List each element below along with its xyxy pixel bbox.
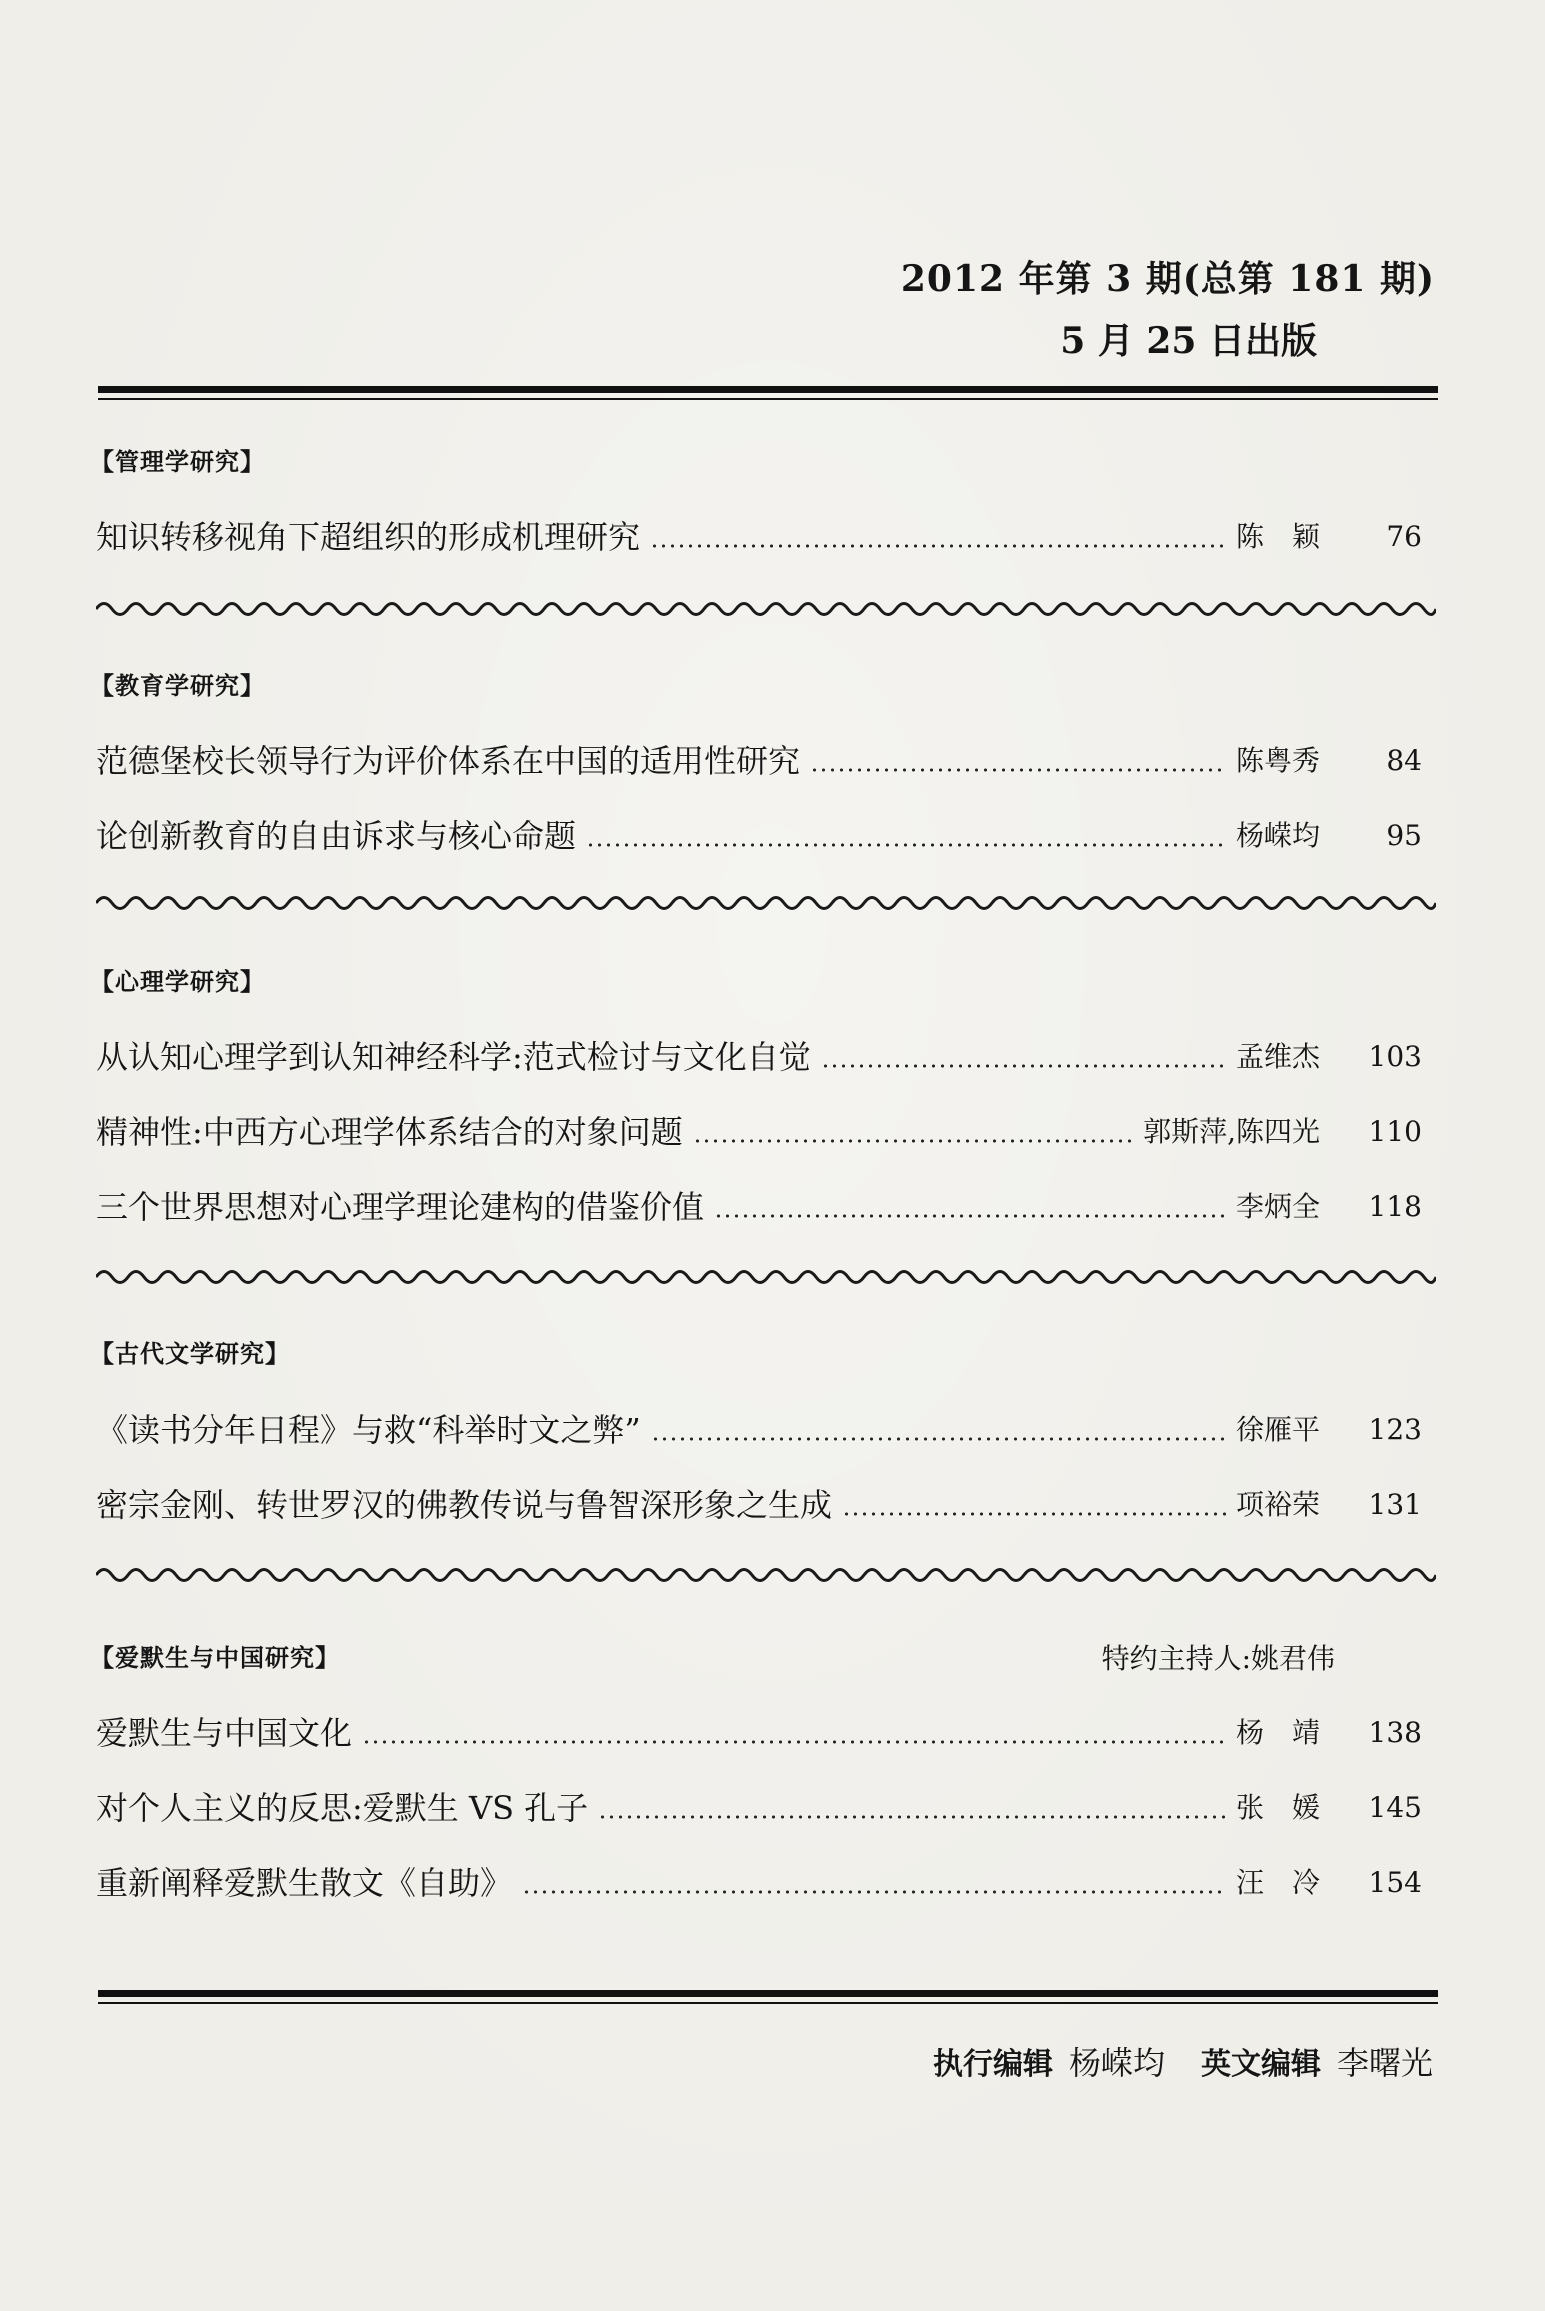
english-editor-label: 英文编辑 [1200, 2047, 1321, 2082]
leader-dots [650, 544, 1226, 548]
bottom-rule-thin [98, 2002, 1438, 2004]
entry-author: 陈粤秀 [1235, 744, 1320, 777]
publish-date: 5 月 25 日出版 [1060, 320, 1317, 362]
entry-author: 汪 冷 [1235, 1866, 1320, 1899]
toc-entry[interactable] [96, 813, 1422, 859]
entry-title: 三个世界思想对心理学理论建构的借鉴价值 [96, 1188, 705, 1226]
entry-page: 131 [1368, 1488, 1422, 1521]
entry-author: 李炳全 [1235, 1190, 1320, 1223]
issue-header [901, 255, 1435, 365]
entry-title: 对个人主义的反思:爱默生 VS 孔子 [96, 1789, 589, 1827]
entry-page: 84 [1386, 744, 1422, 777]
toc-entry[interactable] [96, 1710, 1422, 1756]
section-tag-education: 【教育学研究】 [90, 672, 265, 700]
leader-dots [598, 1815, 1226, 1819]
english-editor-name: 李曙光 [1336, 2044, 1433, 2082]
entry-author: 杨 靖 [1235, 1716, 1320, 1749]
ornamental-divider [96, 1564, 1436, 1586]
toc-entry[interactable] [96, 1407, 1422, 1453]
bottom-rule-thick [98, 1990, 1438, 1997]
entry-page: 76 [1386, 520, 1422, 553]
toc-entry[interactable] [96, 1860, 1422, 1906]
toc-entry[interactable] [96, 1482, 1422, 1528]
toc-entry[interactable] [96, 1184, 1422, 1230]
section-tag-emerson: 【爱默生与中国研究】 [90, 1644, 340, 1672]
entry-title: 从认知心理学到认知神经科学:范式检讨与文化自觉 [96, 1038, 811, 1076]
entry-page: 138 [1368, 1716, 1422, 1749]
leader-dots [522, 1890, 1226, 1894]
entry-page: 123 [1368, 1413, 1422, 1446]
entry-title: 知识转移视角下超组织的形成机理研究 [96, 518, 641, 556]
entry-author: 项裕荣 [1235, 1488, 1320, 1521]
toc-entry[interactable] [96, 514, 1422, 560]
entry-author: 孟维杰 [1235, 1040, 1320, 1073]
toc-entry[interactable] [96, 1109, 1422, 1155]
entry-page: 110 [1368, 1115, 1422, 1148]
ornamental-divider [96, 598, 1436, 620]
entry-author: 郭斯萍,陈四光 [1143, 1115, 1320, 1148]
ornamental-divider [96, 1266, 1436, 1288]
entry-page: 145 [1368, 1791, 1422, 1824]
entry-title: 爱默生与中国文化 [96, 1714, 353, 1752]
exec-editor-name: 杨嵘均 [1068, 2044, 1165, 2082]
ornamental-divider [96, 892, 1436, 914]
entry-author: 徐雁平 [1235, 1413, 1320, 1446]
top-rule-thick [98, 386, 1438, 393]
entry-author: 杨嵘均 [1235, 819, 1320, 852]
entry-author: 陈 颖 [1235, 520, 1320, 553]
entry-author: 张 媛 [1235, 1791, 1320, 1824]
leader-dots [810, 768, 1226, 772]
top-rule-thin [98, 398, 1438, 400]
leader-dots [714, 1214, 1226, 1218]
entry-title: 密宗金刚、转世罗汉的佛教传说与鲁智深形象之生成 [96, 1486, 833, 1524]
entry-title: 精神性:中西方心理学体系结合的对象问题 [96, 1113, 683, 1151]
section-tag-psychology: 【心理学研究】 [90, 968, 265, 996]
entry-page: 118 [1368, 1190, 1422, 1223]
toc-entry[interactable] [96, 1785, 1422, 1831]
guest-host-note: 特约主持人:姚君伟 [1101, 1642, 1335, 1675]
entry-title: 重新阐释爱默生散文《自助》 [96, 1864, 513, 1902]
entry-page: 154 [1368, 1866, 1422, 1899]
leader-dots [362, 1740, 1226, 1744]
exec-editor-label: 执行编辑 [932, 2047, 1053, 2082]
leader-dots [821, 1064, 1226, 1068]
toc-entry[interactable] [96, 1034, 1422, 1080]
entry-title: 论创新教育的自由诉求与核心命题 [96, 817, 577, 855]
section-tag-ancient-literature: 【古代文学研究】 [90, 1340, 290, 1368]
leader-dots [842, 1512, 1226, 1516]
entry-page: 103 [1368, 1040, 1422, 1073]
leader-dots [586, 843, 1226, 847]
entry-page: 95 [1386, 819, 1422, 852]
section-tag-management: 【管理学研究】 [90, 448, 265, 476]
entry-title: 《读书分年日程》与救“科举时文之弊” [96, 1411, 641, 1449]
editors-footer [933, 2038, 1433, 2084]
issue-number: 2012 年第 3 期(总第 181 期) [900, 258, 1435, 300]
entry-title: 范德堡校长领导行为评价体系在中国的适用性研究 [96, 742, 801, 780]
toc-entry[interactable] [96, 738, 1422, 784]
leader-dots [693, 1139, 1133, 1143]
leader-dots [651, 1437, 1226, 1441]
